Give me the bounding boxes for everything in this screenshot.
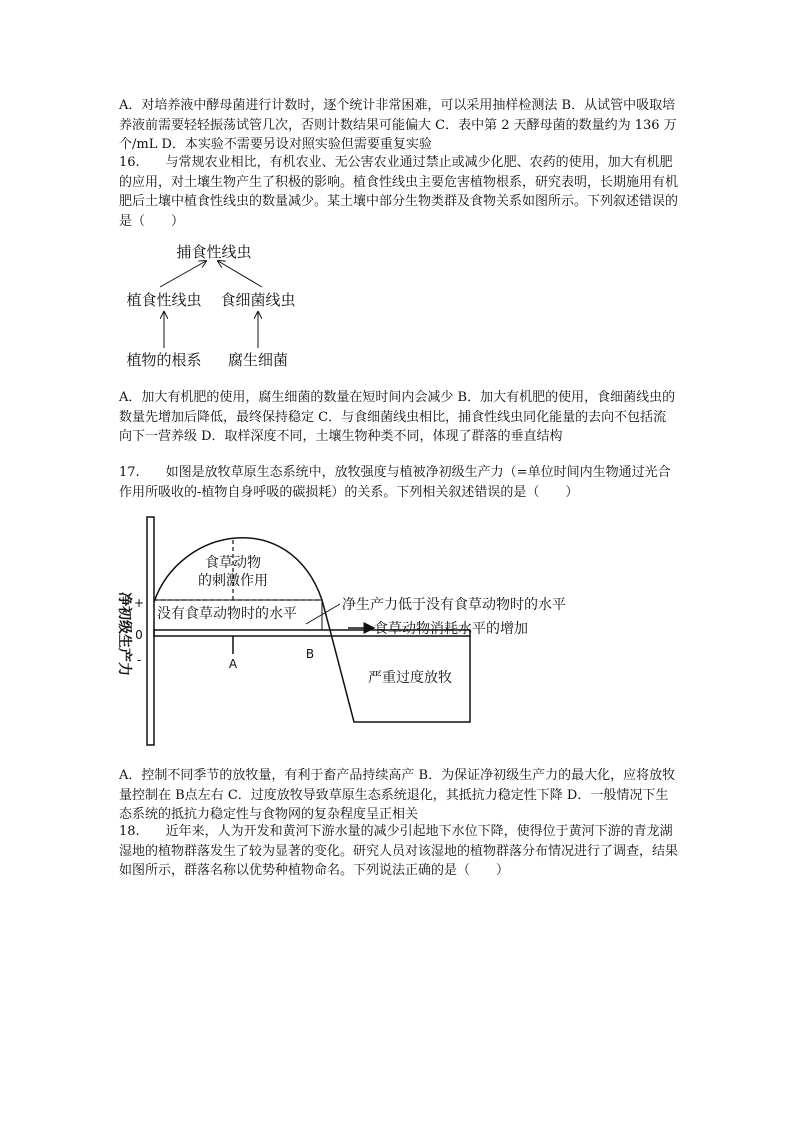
arrow-herbivore-to-predator [160, 261, 206, 287]
diagram-node-predatory-nematode: 捕食性线虫 [176, 243, 252, 261]
diagram-node-plant-roots: 植物的根系 [126, 351, 202, 369]
y-axis-bar [147, 517, 154, 745]
overgrazing-label: 严重过度放牧 [368, 670, 452, 686]
q18-stem: 18. 近年来，人为开发和黄河下游水量的减少引起地下水位下降，使得位于黄河下游的青龙湖湿地的植物群落发生了较为显著的变化。研究人员对该湿地的植物群落分布情况进行了调查，结果如图所示，群落名称以优势种植物命名。下列说法正确的是（ ） [119, 824, 679, 878]
y-plus-label: + [133, 596, 145, 610]
q15-options: A．对培养液中酵母菌进行计数时，逐个统计非常困难，可以采用抽样检测法 B．从试管中吸取培养液前需要轻轻振荡试管几次，否则计数结果可能偏大 C．表中第 2 天酵母菌的数量约为 136 万个/mL D．本实验不需要另设对照实验但需要重复实验 [119, 98, 677, 152]
diagram-node-bacterivorous-nematode: 食细菌线虫 [220, 291, 296, 309]
q16-options: A．加大有机肥的使用，腐生细菌的数量在短时间内会减少 B．加大有机肥的使用，食细菌线虫的数量先增加后降低，最终保持稳定 C．与食细菌线虫相比，捕食性线虫同化能量的去向不包括流向下一营养级 D．取样深度不同，土壤生物种类不同，体现了群落的垂直结构 [119, 390, 676, 444]
diagram-node-herbivorous-nematode: 植食性线虫 [126, 291, 202, 309]
below-level-pointer [306, 604, 340, 624]
point-a-label: A [228, 657, 238, 671]
y-axis-label: 净初级生产力 [116, 592, 132, 676]
q17-options: A．控制不同季节的放牧量，有利于畜产品持续高产 B．为保证净初级生产力的最大化，应将放牧量控制在 B点左右 C．过度放牧导致草原生态系统退化，其抵抗力稳定性下降 D．一般情况下生态系统的抵抗力稳定性与食物网的复杂程度呈正相关 [119, 768, 676, 822]
diagram-node-saprophytic-bacteria: 腐生细菌 [227, 351, 289, 369]
q17-stem: 17. 如图是放牧草原生态系统中，放牧强度与植被净初级生产力（=单位时间内生物通过光合作用所吸收的-植物自身呼吸的碳损耗）的关系。下列相关叙述错误的是（ ） [119, 465, 671, 500]
y-minus-label: - [136, 653, 142, 667]
x-direction-label: 食草动物消耗水平的增加 [374, 621, 528, 637]
arrow-bacterivore-to-predator [218, 261, 262, 287]
q16-stem: 16. 与常规农业相比，有机农业、无公害农业通过禁止或减少化肥、农药的使用，加大有机肥的应用，对土壤生物产生了积极的影响。植食性线虫主要危害植物根系，研究表明，长期施用有机肥后土壤中植食性线虫的数量减少。某土壤中部分生物类群及食物关系如图所示。下列叙述错误的是（ ） [119, 155, 679, 229]
point-b-label: B [305, 647, 315, 661]
q16-food-web-diagram [110, 232, 350, 377]
y-zero-label: 0 [135, 628, 143, 642]
below-level-note: 净生产力低于没有食草动物时的水平 [342, 597, 566, 613]
hump-label-line1: 食草动物 [205, 555, 261, 571]
q17-grazing-productivity-chart [110, 512, 590, 752]
ungrazed-level-label: 没有食草动物时的水平 [157, 606, 297, 622]
hump-label-line2: 的刺激作用 [198, 573, 268, 589]
